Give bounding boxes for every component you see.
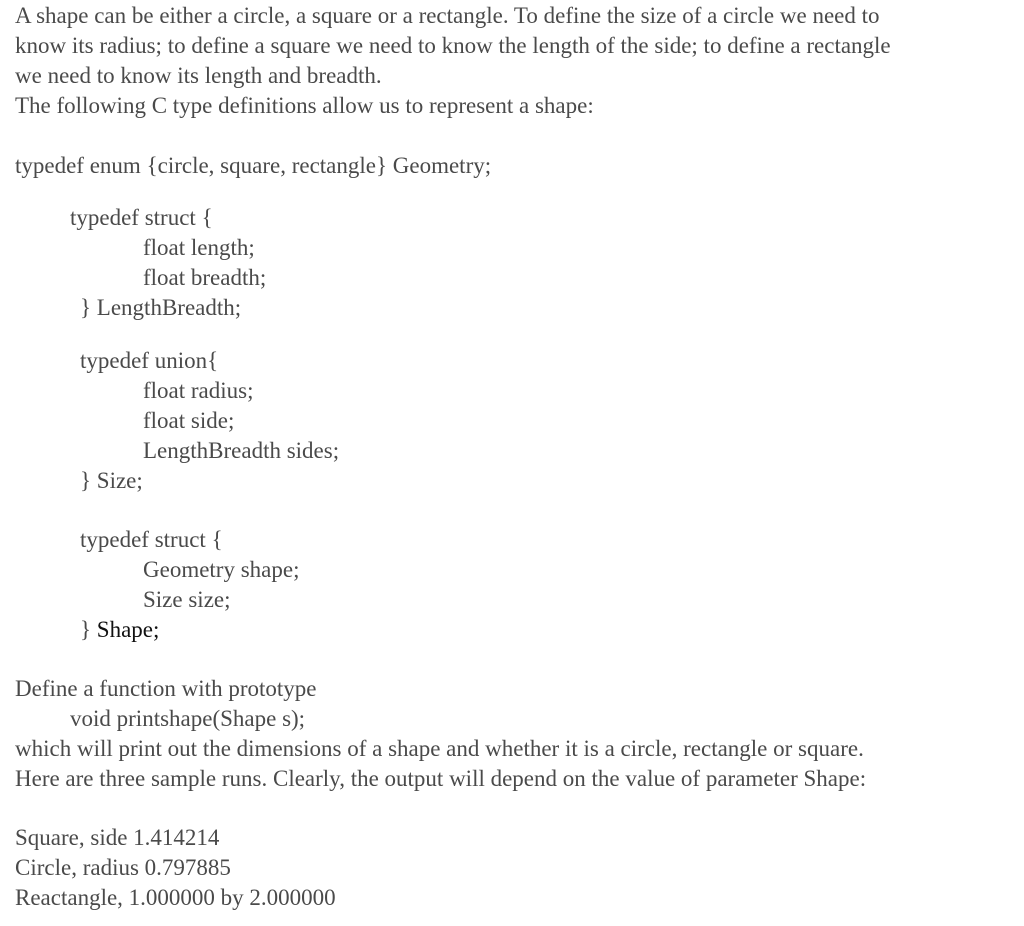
task-line-1: Define a function with prototype	[15, 676, 317, 701]
code-lengthbreadth-breadth: float breadth;	[143, 265, 267, 290]
code-lengthbreadth-open: typedef struct {	[70, 205, 213, 230]
code-shape-close-brace: }	[80, 617, 92, 642]
task-line-3: Here are three sample runs. Clearly, the output will depend on the value of parameter Shape:	[15, 766, 867, 791]
task-line-2: which will print out the dimensions of a shape and whether it is a circle, rectangle or square.	[15, 736, 864, 761]
code-shape-size: Size size;	[143, 587, 231, 612]
sample-run-2: Circle, radius 0.797885	[15, 855, 231, 880]
code-shape-close	[80, 615, 159, 645]
intro-line-2: know its radius; to define a square we need to know the length of the side; to define a rectangle	[15, 33, 891, 58]
sample-run-3: Reactangle, 1.000000 by 2.000000	[15, 885, 336, 910]
code-size-open: typedef union{	[80, 348, 219, 373]
code-size-side: float side;	[143, 408, 235, 433]
intro-line-1: A shape can be either a circle, a square or a rectangle. To define the size of a circle we need to	[15, 3, 880, 28]
code-enum-geometry: typedef enum {circle, square, rectangle} Geometry;	[15, 153, 492, 178]
code-shape-open: typedef struct {	[80, 527, 223, 552]
code-lengthbreadth-length: float length;	[143, 235, 255, 260]
intro-line-3: we need to know its length and breadth.	[15, 63, 382, 88]
code-shape-close-name: Shape;	[91, 617, 160, 642]
intro-line-4: The following C type definitions allow us to represent a shape:	[15, 93, 594, 118]
code-lengthbreadth-close: } LengthBreadth;	[80, 295, 242, 320]
code-size-radius: float radius;	[143, 378, 254, 403]
sample-run-1: Square, side 1.414214	[15, 825, 220, 850]
code-size-sides: LengthBreadth sides;	[143, 438, 340, 463]
code-shape-geometry: Geometry shape;	[143, 557, 300, 582]
task-prototype: void printshape(Shape s);	[70, 706, 306, 731]
code-size-close: } Size;	[80, 468, 143, 493]
